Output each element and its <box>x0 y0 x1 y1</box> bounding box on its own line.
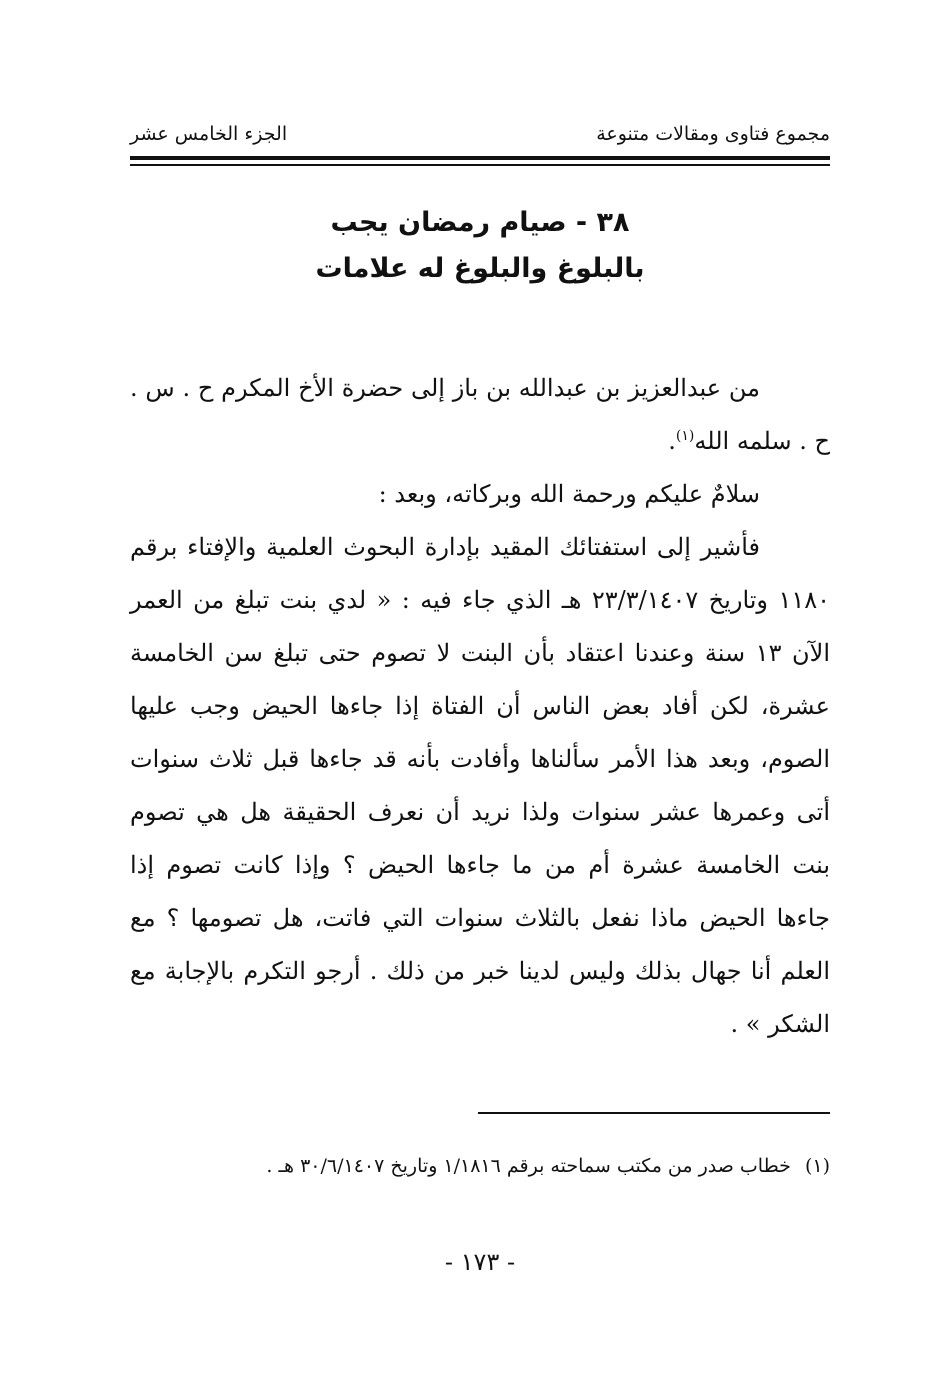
header-rule-thin <box>130 164 830 166</box>
article-title <box>130 200 830 292</box>
salutation-text: من عبدالعزيز بن عبدالله بن باز إلى حضرة الأخ المكرم ح . س . ح . سلمه الله <box>130 374 830 455</box>
greeting-paragraph: سلامٌ عليكم ورحمة الله وبركاته، وبعد : <box>378 480 760 508</box>
question-paragraph: فأشير إلى استفتائك المقيد بإدارة البحوث العلمية والإفتاء برقم ١١٨٠ وتاريخ ٢٣/٣/١٤٠٧ هـ الذي جاء فيه : « لدي بنت تبلغ من العمر الآن ١٣ سنة وعندنا اعتقاد بأن البنت لا تصوم حتى تبلغ سن الخامسة عشرة، لكن أفاد بعض الناس أن الفتاة إذا جاءها الحيض وجب عليها الصوم، وبعد هذا الأمر سألناها وأفادت بأنه قد جاءها قبل ثلاث سنوات أتى وعمرها عشر سنوات ولذا نريد أن نعرف الحقيقة هل هي تصوم بنت الخامسة عشرة أم من ما جاءها الحيض ؟ وإذا كانت تصوم إذا جاءها الحيض ماذا نفعل بالثلاث سنوات التي فاتت، هل تصومها ؟ مع العلم أنا جهال بذلك وليس لدينا خبر من ذلك . أرجو التكرم بالإجابة مع الشكر » . <box>130 533 831 1038</box>
running-header <box>130 118 830 150</box>
title-line-2: بالبلوغ والبلوغ له علامات <box>315 253 645 284</box>
header-volume: الجزء الخامس عشر <box>130 123 288 145</box>
header-book-title: مجموع فتاوى ومقالات متنوعة <box>596 123 830 145</box>
body-text <box>130 362 830 1051</box>
footnote-reference: (١) <box>675 428 695 444</box>
salutation-paragraph <box>130 362 830 468</box>
salutation-end: . <box>668 427 676 455</box>
title-line-1: ٣٨ - صيام رمضان يجب <box>330 207 630 238</box>
footnote <box>130 1148 830 1184</box>
footnote-divider <box>478 1112 830 1114</box>
header-rule-thick <box>130 156 830 160</box>
footnote-number: (١) <box>804 1155 830 1177</box>
footnote-text: خطاب صدر من مكتب سماحته برقم ١/١٨١٦ وتاريخ ٣٠/٦/١٤٠٧ هـ . <box>266 1155 791 1177</box>
page-number: - ١٧٣ - <box>444 1248 516 1276</box>
